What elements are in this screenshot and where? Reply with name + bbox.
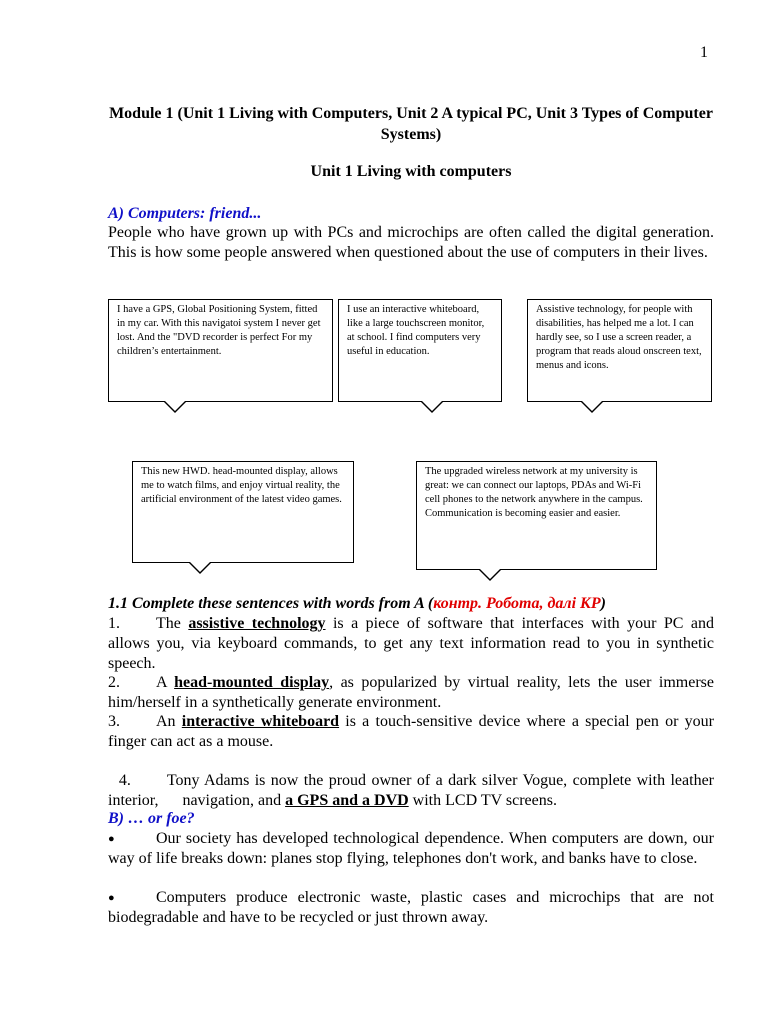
bubble-tail [164, 400, 186, 411]
bubble-tail [581, 400, 603, 411]
quote-bubble-hmd: This new HWD. head-mounted display, allows me to watch films, and enjoy virtual reality, the artificial environment of the latest video games. [132, 461, 354, 563]
bullet-icon: ● [108, 833, 115, 846]
item-text-post: with LCD TV screens. [408, 792, 557, 809]
quote-bubble-gps: I have a GPS, Global Positioning System, fitted in my car. With this navigatoi system I never get lost. And the "DVD recorder is perfect For my children’s entertainment. [108, 299, 333, 402]
item-text-pre: An [156, 713, 182, 730]
item-answer: a GPS and a DVD [285, 792, 409, 809]
section-a-intro: People who have grown up with PCs and microchips are often called the digital generation. This is how some people answered when questioned about the use of computers in their lives. [108, 224, 714, 261]
quote-bubble-assistive: Assistive technology, for people with disabilities, has helped me a lot. I can hardly see, so I use a screen reader, a program that reads aloud onscreen text, menus and icons. [527, 299, 712, 402]
bullet-item [108, 829, 714, 869]
page-number: 1 [700, 44, 708, 61]
bubble-tail [479, 568, 501, 579]
exercise-heading-note: контр. Робота, далі КР [433, 595, 601, 612]
exercise-item [108, 614, 714, 674]
item-number: 3. [108, 713, 120, 730]
bullet-text: Computers produce electronic waste, plastic cases and microchips that are not biodegradable and have to be recycled or just thrown away. [108, 889, 714, 927]
exercise-heading-close: ) [600, 595, 606, 612]
item-number: 4. [118, 772, 131, 789]
bullet-icon: ● [108, 892, 115, 905]
item-text-post: is a piece of software that interfaces with your PC and allows you, via keyboard commands, to get any text information read to you in synthetic speech. [108, 615, 714, 672]
item-text-pre: The [156, 615, 189, 632]
item-text-post: is a touch-sensitive device where a special pen or your finger can act as a mouse. [108, 713, 714, 750]
item-answer: assistive technology [188, 615, 326, 632]
exercise-item [108, 712, 714, 752]
quote-bubble-wireless: The upgraded wireless network at my university is great: we can connect our laptops, PDAs and Wi-Fi cell phones to the network anywhere in the campus. Communication is becoming easier and easier. [416, 461, 657, 570]
section-a-heading: A) Computers: friend... [108, 205, 262, 222]
item-text-pre: A [156, 674, 175, 691]
exercise-heading-text: 1.1 Complete these sentences with words from A ( [108, 595, 434, 612]
unit-title: Unit 1 Living with computers [310, 163, 512, 180]
item-answer: interactive whiteboard [181, 713, 340, 730]
exercise-item [108, 751, 718, 811]
item-text-post: , as popularized by virtual reality, lets the user immerse him/herself in a synthetically generate environment. [108, 674, 715, 711]
item-text-pre: Tony Adams is now the proud owner of a dark silver Vogue, complete with leather interior, navigation, and [108, 772, 718, 809]
section-b-heading: B) … or foe? [108, 810, 195, 827]
module-title: Module 1 (Unit 1 Living with Computers, Unit 2 A typical PC, Unit 3 Types of Computer Systems) [109, 105, 713, 143]
exercise-item [108, 673, 714, 713]
item-answer: head-mounted display [174, 674, 330, 691]
bullet-item [108, 888, 714, 928]
quote-bubble-whiteboard: I use an interactive whiteboard, like a large touchscreen monitor, at school. I find computers very useful in education. [338, 299, 502, 402]
exercise-heading [108, 595, 606, 613]
bullet-text: Our society has developed technological dependence. When computers are down, our way of life breaks down: planes stop flying, telephones don't work, and banks have to close. [108, 830, 714, 868]
item-number: 1. [108, 615, 120, 632]
item-number: 2. [108, 674, 120, 691]
bubble-tail [189, 561, 211, 572]
bubble-tail [421, 400, 443, 411]
